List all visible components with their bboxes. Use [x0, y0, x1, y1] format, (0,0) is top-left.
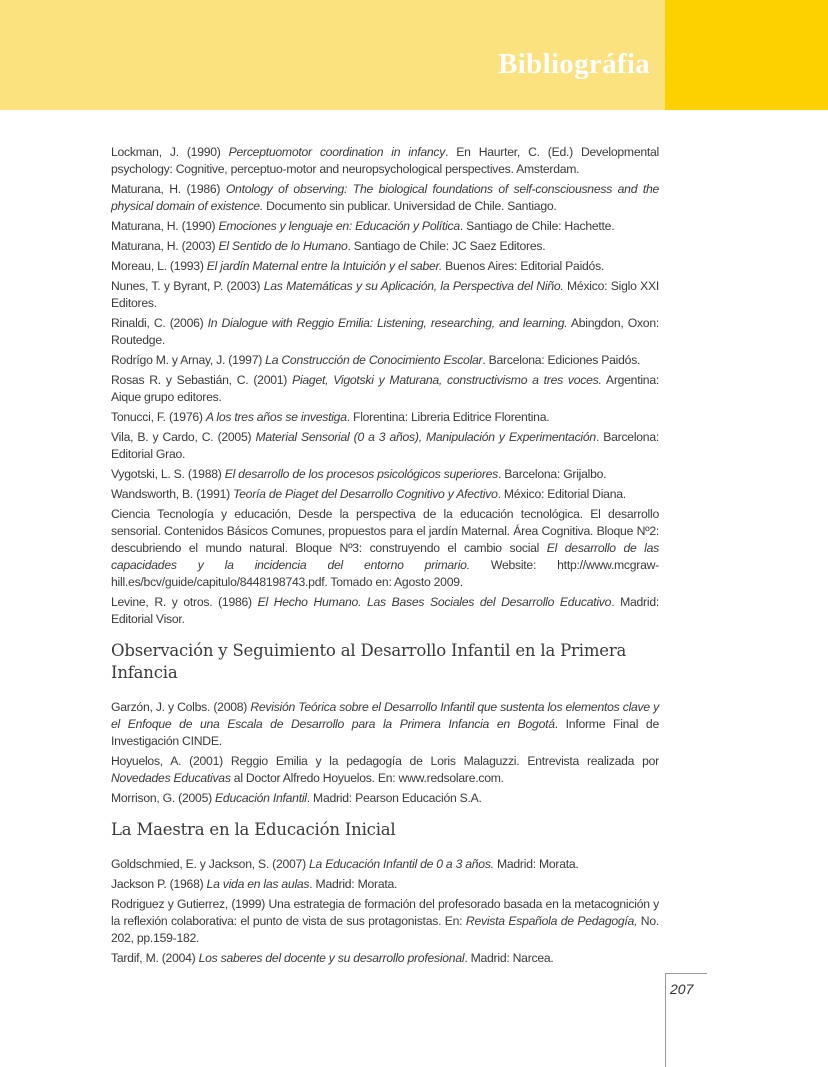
reference-text: . En Haurter, C. (Ed.) Developmental psychology: Cognitive, perceptuo-motor and neuropsychological perspectives. Amsterdam. [111, 145, 659, 176]
reference-title: A los tres años se investiga [205, 410, 347, 424]
reference-entry [111, 429, 659, 463]
reference-title: El desarrollo de las capacidades y la incidencia del entorno primario. [111, 541, 659, 572]
reference-title: Revista Española de Pedagogía, [465, 914, 638, 928]
reference-text: . México: Editorial Diana. [497, 487, 626, 501]
reference-text: No. 202, pp.159-182. [111, 914, 660, 945]
section-heading-maestra: La Maestra en la Educación Inicial [111, 820, 396, 839]
reference-entry [111, 466, 659, 483]
reference-title: El jardín Maternal entre la Intuición y el saber. [206, 259, 443, 273]
reference-list-general [111, 144, 659, 628]
reference-entry [111, 372, 659, 406]
reference-text: Garzón, J. y Colbs. (2008) [111, 700, 251, 714]
reference-entry [111, 218, 659, 235]
reference-entry [111, 699, 659, 750]
reference-entry [111, 258, 659, 275]
reference-entry [111, 506, 659, 591]
reference-title: In Dialogue with Reggio Emilia: Listening, researching, and learning. [207, 316, 568, 330]
reference-entry [111, 594, 659, 628]
reference-entry [111, 486, 659, 503]
reference-text: . Florentina: Libreria Editrice Florentina. [346, 410, 550, 424]
reference-title: Educación Infantil [215, 791, 307, 805]
reference-entry [111, 790, 659, 807]
reference-text: Rosas R. y Sebastián, C. (2001) [111, 373, 293, 387]
reference-text: Wandsworth, B. (1991) [111, 487, 234, 501]
reference-text: Morrison, G. (2005) [111, 791, 216, 805]
reference-text: Moreau, L. (1993) [111, 259, 207, 273]
reference-title: La Construcción de Conocimiento Escolar [265, 353, 483, 367]
reference-text: Documento sin publicar. Universidad de Chile. Santiago. [262, 199, 557, 213]
reference-text: Vygotski, L. S. (1988) [111, 467, 225, 481]
reference-title: Revisión Teórica sobre el Desarrollo Infantil que sustenta los elementos clave y el Enfoque de una Escala de Desarrollo para la Primera Infancia en Bogotá [111, 700, 659, 731]
footer-divider-horizontal [665, 973, 707, 974]
reference-text: . Madrid: Morata. [309, 877, 398, 891]
reference-entry [111, 144, 659, 178]
reference-text: . Barcelona: Editorial Grao. [111, 430, 659, 461]
reference-text: Abingdon, Oxon: Routedge. [111, 316, 659, 347]
reference-entry [111, 950, 659, 967]
reference-title: El Sentido de lo Humano [218, 239, 348, 253]
reference-text: Maturana, H. (1986) [111, 182, 226, 196]
reference-text: Jackson P. (1968) [111, 877, 207, 891]
reference-text: Argentina: Aique grupo editores. [111, 373, 659, 404]
footer-divider-vertical [665, 973, 666, 1067]
page-number: 207 [670, 981, 694, 997]
reference-title: Emociones y lenguaje en: Educación y Política [218, 219, 460, 233]
reference-text: Hoyuelos, A. (2001) Reggio Emilia y la pedagogía de Loris Malaguzzi. Entrevista realizada por [111, 754, 659, 768]
reference-entry [111, 352, 659, 369]
reference-entry [111, 278, 659, 312]
section-heading-observacion: Observación y Seguimiento al Desarrollo Infantil en la Primera Infancia [111, 641, 627, 682]
reference-title: Ontology of observing: The biological foundations of self-consciousness and the physical domain of existence. [111, 182, 660, 213]
reference-list-maestra [111, 856, 659, 967]
reference-text: Tonucci, F. (1976) [111, 410, 206, 424]
reference-text: Nunes, T. y Byrant, P. (2003) [111, 279, 264, 293]
reference-title: Perceptuomotor coordination in infancy [228, 145, 446, 159]
reference-text: Maturana, H. (1990) [111, 219, 219, 233]
reference-text: . Informe Final de Investigación CINDE. [111, 717, 659, 748]
reference-text: . Santiago de Chile: JC Saez Editores. [347, 239, 546, 253]
page-title: Bibliográfia [498, 48, 650, 80]
reference-text: . Barcelona: Ediciones Paidós. [482, 353, 641, 367]
reference-text: . Madrid: Narcea. [464, 951, 554, 965]
reference-text: Tardif, M. (2004) [111, 951, 199, 965]
reference-entry [111, 409, 659, 426]
reference-text: . Madrid: Pearson Educación S.A. [306, 791, 482, 805]
reference-title: Teoría de Piaget del Desarrollo Cognitivo y Afectivo [233, 487, 498, 501]
reference-text: . Barcelona: Grijalbo. [498, 467, 607, 481]
reference-text: Ciencia Tecnología y educación, Desde la perspectiva de la educación tecnológica. El desarrollo sensorial. Contenidos Básicos Comunes, propuestos para el jardín Maternal. Área Cognitiva. Bloque Nº2: descubriendo el mundo natural. Bloque Nº3: construyendo el cambio social [111, 507, 659, 555]
reference-text: Goldschmied, E. y Jackson, S. (2007) [111, 857, 310, 871]
reference-text: . Madrid: Editorial Visor. [111, 595, 659, 626]
reference-title: Los saberes del docente y su desarrollo profesional [198, 951, 465, 965]
reference-text: Maturana, H. (2003) [111, 239, 219, 253]
reference-text: Vila, B. y Cardo, C. (2005) [111, 430, 256, 444]
reference-text: Rodrígo M. y Arnay, J. (1997) [111, 353, 266, 367]
bibliography-content [111, 144, 659, 970]
reference-entry [111, 238, 659, 255]
reference-text: Madrid: Morata. [493, 857, 579, 871]
reference-title: Material Sensorial (0 a 3 años), Manipulación y Experimentación [255, 430, 596, 444]
reference-text: Lockman, J. (1990) [111, 145, 229, 159]
reference-title: El desarrollo de los procesos psicológicos superiores [224, 467, 499, 481]
reference-entry [111, 876, 659, 893]
reference-list-observacion [111, 699, 659, 807]
reference-title: La Educación Infantil de 0 a 3 años. [309, 857, 494, 871]
reference-title: La vida en las aulas [206, 877, 310, 891]
reference-title: Piaget, Vigotski y Maturana, constructivismo a tres voces. [292, 373, 602, 387]
reference-text: al Doctor Alfredo Hoyuelos. En: www.redsolare.com. [230, 771, 504, 785]
reference-entry [111, 856, 659, 873]
reference-entry [111, 896, 659, 947]
reference-text: . Santiago de Chile: Hachette. [459, 219, 615, 233]
reference-text: Rodriguez y Gutierrez, (1999) Una estrategia de formación del profesorado basada en la metacognición y la reflexión colaborativa: el punto de vista de sus protagonistas. En: [111, 897, 659, 928]
reference-title: Novedades Educativas [111, 771, 231, 785]
reference-text: Buenos Aires: Editorial Paidós. [442, 259, 605, 273]
reference-title: El Hecho Humano. Las Bases Sociales del Desarrollo Educativo [257, 595, 612, 609]
header-accent [665, 0, 828, 110]
reference-title: Las Matemáticas y su Aplicación, la Perspectiva del Niño. [263, 279, 564, 293]
reference-text: Levine, R. y otros. (1986) [111, 595, 258, 609]
reference-entry [111, 181, 659, 215]
reference-entry [111, 315, 659, 349]
reference-text: México: Siglo XXI Editores. [111, 279, 659, 310]
reference-text: Website: http://www.mcgraw-hill.es/bcv/guide/capitulo/8448198743.pdf. Tomado en: Agosto 2009. [111, 558, 659, 589]
reference-text: Rinaldi, C. (2006) [111, 316, 208, 330]
reference-entry [111, 753, 659, 787]
